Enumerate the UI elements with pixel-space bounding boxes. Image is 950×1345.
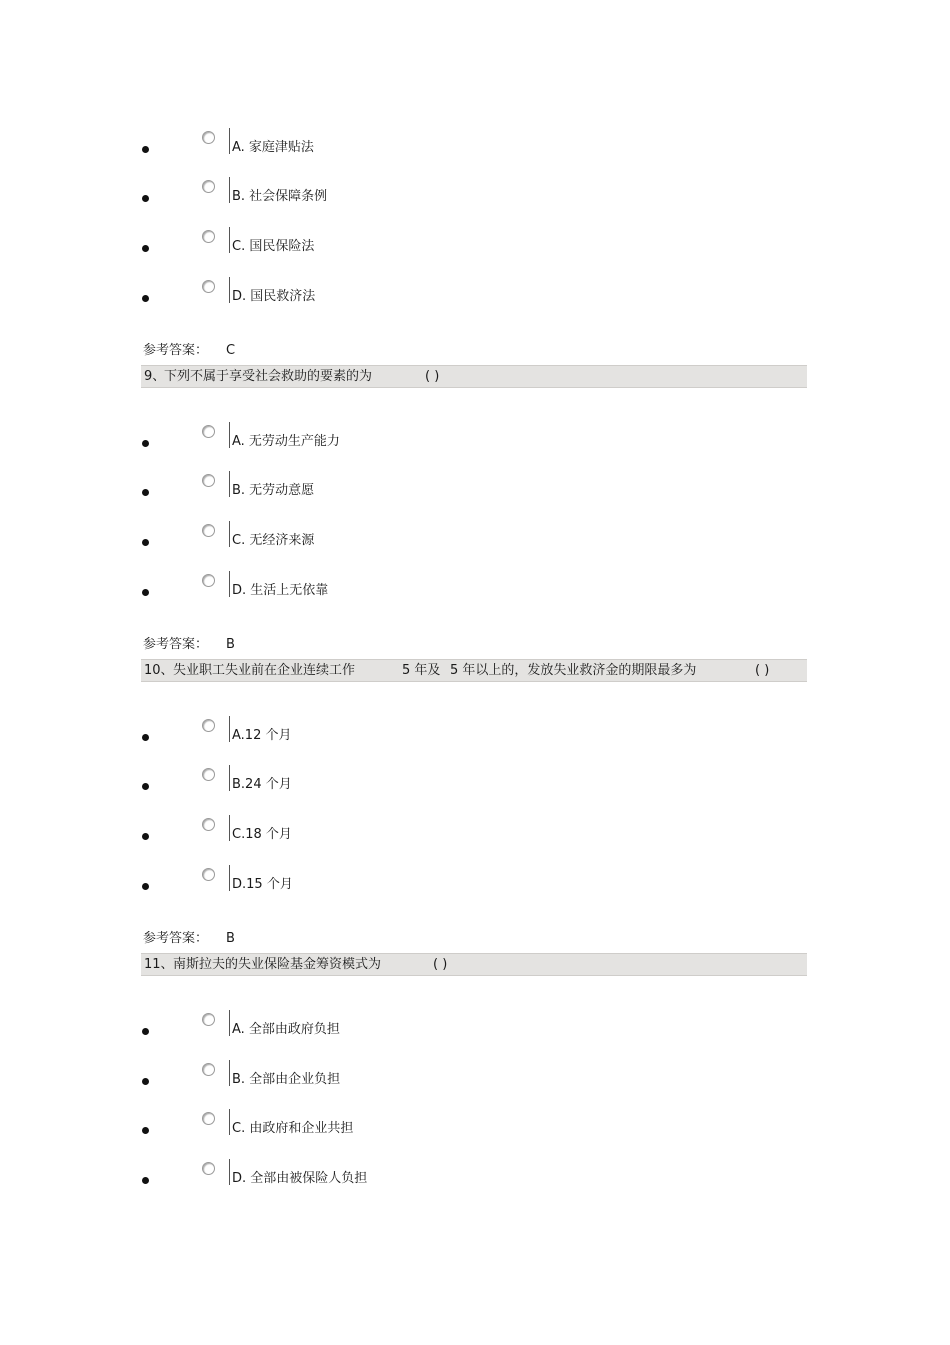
list-bullet	[142, 1028, 149, 1035]
q9-option-d[interactable]	[140, 571, 800, 601]
radio-button-icon[interactable]	[202, 1013, 215, 1026]
question-text-part3: 5 年以上的，发放失业救济金的期限最多为	[450, 663, 697, 678]
answer-value: C	[226, 343, 236, 358]
option-label: A.12 个月	[232, 728, 292, 743]
answer-value: B	[226, 931, 235, 946]
q8-option-a[interactable]	[140, 128, 800, 158]
option-label: D. 生活上无依靠	[232, 583, 329, 598]
list-bullet	[142, 734, 149, 741]
question-number: 11、	[144, 957, 174, 972]
divider-line	[229, 521, 230, 547]
q9-option-c[interactable]	[140, 521, 800, 551]
radio-button-icon[interactable]	[202, 1063, 215, 1076]
answer-label: 参考答案：	[143, 343, 209, 358]
question-paren: ( )	[755, 663, 770, 678]
question-number: 10、	[144, 663, 174, 678]
q9-reference-answer	[143, 637, 235, 653]
option-label: B. 全部由企业负担	[232, 1072, 341, 1087]
q8-option-c[interactable]	[140, 227, 800, 257]
option-label: D.15 个月	[232, 877, 293, 892]
q9-option-b[interactable]	[140, 471, 800, 501]
q10-option-a[interactable]	[140, 716, 800, 746]
answer-label: 参考答案：	[143, 931, 209, 946]
option-label: D. 国民救济法	[232, 289, 316, 304]
divider-line	[229, 765, 230, 791]
q11-option-b[interactable]	[140, 1060, 800, 1090]
list-bullet	[142, 245, 149, 252]
answer-label: 参考答案：	[143, 637, 209, 652]
q8-option-b[interactable]	[140, 177, 800, 207]
question-text: 下列不属于享受社会救助的要素的为	[164, 369, 373, 384]
divider-line	[229, 1109, 230, 1135]
answer-value: B	[226, 637, 235, 652]
divider-line	[229, 471, 230, 497]
q8-option-d[interactable]	[140, 277, 800, 307]
q11-option-a[interactable]	[140, 1010, 800, 1040]
question-paren: ( )	[425, 369, 440, 384]
divider-line	[229, 571, 230, 597]
radio-button-icon[interactable]	[202, 180, 215, 193]
radio-button-icon[interactable]	[202, 474, 215, 487]
q10-option-b[interactable]	[140, 765, 800, 795]
divider-line	[229, 1159, 230, 1185]
divider-line	[229, 716, 230, 742]
divider-line	[229, 1060, 230, 1086]
option-label: C. 国民保险法	[232, 239, 315, 254]
list-bullet	[142, 195, 149, 202]
list-bullet	[142, 783, 149, 790]
radio-button-icon[interactable]	[202, 131, 215, 144]
list-bullet	[142, 489, 149, 496]
radio-button-icon[interactable]	[202, 280, 215, 293]
radio-button-icon[interactable]	[202, 230, 215, 243]
radio-button-icon[interactable]	[202, 818, 215, 831]
question-text-part2: 5 年及	[402, 663, 441, 678]
radio-button-icon[interactable]	[202, 425, 215, 438]
option-label: B.24 个月	[232, 777, 292, 792]
list-bullet	[142, 295, 149, 302]
q9-option-a[interactable]	[140, 422, 800, 452]
radio-button-icon[interactable]	[202, 574, 215, 587]
option-label: C. 无经济来源	[232, 533, 315, 548]
q8-reference-answer	[143, 343, 235, 359]
q10-option-c[interactable]	[140, 815, 800, 845]
divider-line	[229, 128, 230, 154]
divider-line	[229, 815, 230, 841]
q11-question-bar	[141, 953, 807, 976]
list-bullet	[142, 1078, 149, 1085]
option-label: B. 社会保障条例	[232, 189, 328, 204]
divider-line	[229, 422, 230, 448]
option-label: C.18 个月	[232, 827, 292, 842]
question-number: 9、	[144, 369, 166, 384]
option-label: D. 全部由被保险人负担	[232, 1171, 368, 1186]
list-bullet	[142, 539, 149, 546]
divider-line	[229, 277, 230, 303]
radio-button-icon[interactable]	[202, 768, 215, 781]
divider-line	[229, 865, 230, 891]
question-text: 南斯拉夫的失业保险基金筹资模式为	[173, 957, 382, 972]
divider-line	[229, 227, 230, 253]
option-label: A. 家庭津贴法	[232, 140, 314, 155]
list-bullet	[142, 833, 149, 840]
q10-option-d[interactable]	[140, 865, 800, 895]
radio-button-icon[interactable]	[202, 719, 215, 732]
option-label: A. 无劳动生产能力	[232, 434, 340, 449]
option-label: B. 无劳动意愿	[232, 483, 315, 498]
q11-option-d[interactable]	[140, 1159, 800, 1189]
question-text-part1: 失业职工失业前在企业连续工作	[173, 663, 356, 678]
q10-reference-answer	[143, 931, 235, 947]
option-label: C. 由政府和企业共担	[232, 1121, 354, 1136]
list-bullet	[142, 440, 149, 447]
divider-line	[229, 1010, 230, 1036]
q10-question-bar	[141, 659, 807, 682]
q11-option-c[interactable]	[140, 1109, 800, 1139]
radio-button-icon[interactable]	[202, 524, 215, 537]
option-label: A. 全部由政府负担	[232, 1022, 340, 1037]
list-bullet	[142, 1127, 149, 1134]
list-bullet	[142, 589, 149, 596]
radio-button-icon[interactable]	[202, 1112, 215, 1125]
list-bullet	[142, 146, 149, 153]
question-paren: ( )	[433, 957, 448, 972]
divider-line	[229, 177, 230, 203]
radio-button-icon[interactable]	[202, 868, 215, 881]
q9-question-bar	[141, 365, 807, 388]
radio-button-icon[interactable]	[202, 1162, 215, 1175]
list-bullet	[142, 883, 149, 890]
list-bullet	[142, 1177, 149, 1184]
